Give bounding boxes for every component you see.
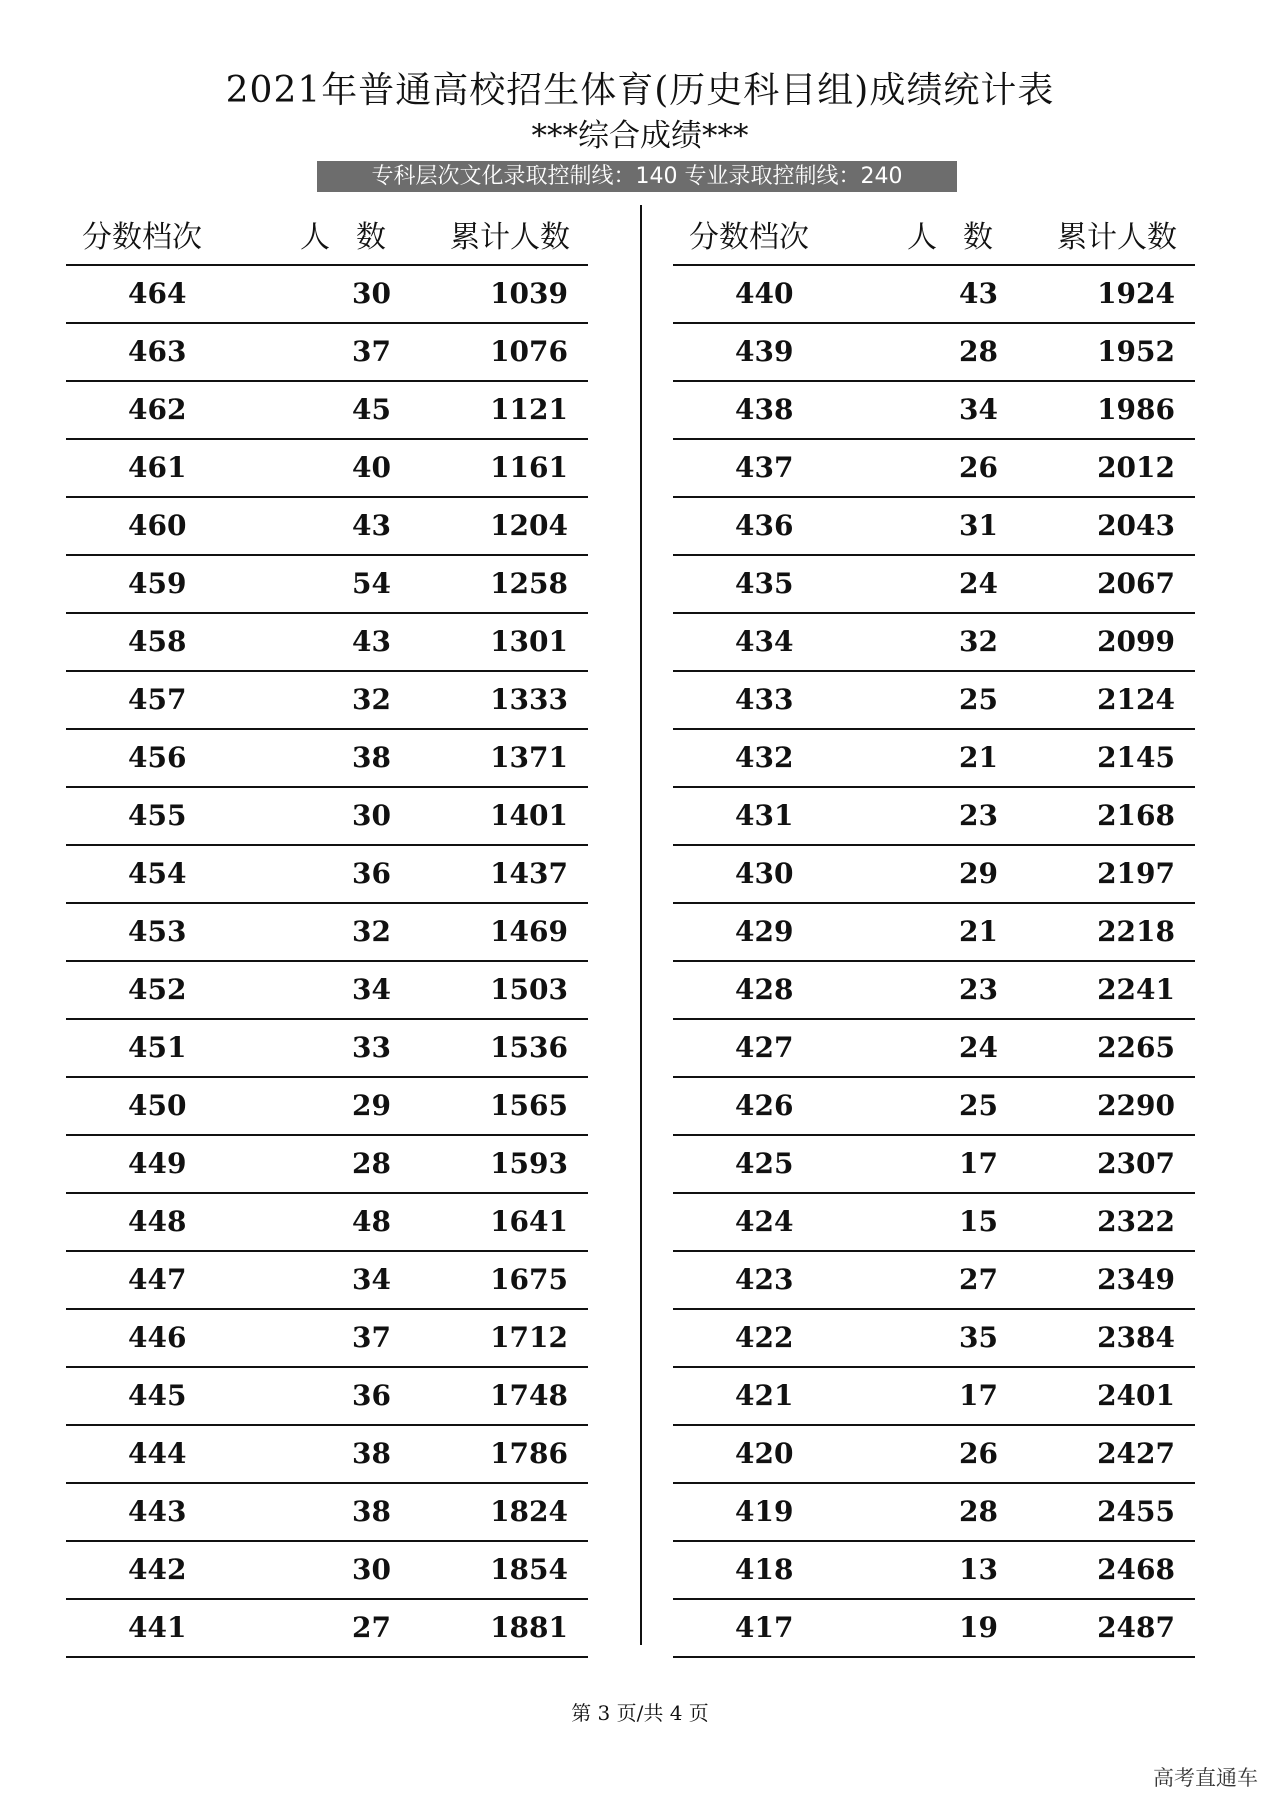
- cell-score: 435: [735, 567, 794, 600]
- cell-count: 34: [959, 393, 998, 426]
- cell-cumulative: 2427: [1097, 1437, 1175, 1470]
- cell-score: 460: [128, 509, 187, 542]
- cell-count: 25: [959, 1089, 998, 1122]
- cell-score: 427: [735, 1031, 794, 1064]
- cell-cumulative: 2307: [1097, 1147, 1175, 1180]
- table-row: [673, 1194, 1195, 1252]
- cell-score: 454: [128, 857, 187, 890]
- cell-count: 27: [352, 1611, 391, 1644]
- cell-cumulative: 1401: [490, 799, 568, 832]
- cell-cumulative: 1121: [490, 393, 568, 426]
- cell-score: 440: [735, 277, 794, 310]
- cell-count: 29: [959, 857, 998, 890]
- cell-count: 29: [352, 1089, 391, 1122]
- cell-score: 422: [735, 1321, 794, 1354]
- table-row: [66, 846, 588, 904]
- page-title: 2021年普通高校招生体育(历史科目组)成绩统计表: [225, 70, 1055, 111]
- cell-score: 444: [128, 1437, 187, 1470]
- header-cumulative: 累计人数: [1057, 220, 1177, 255]
- cell-count: 19: [959, 1611, 998, 1644]
- table-row: [66, 324, 588, 382]
- cell-score: 447: [128, 1263, 187, 1296]
- cell-score: 448: [128, 1205, 187, 1238]
- header-score: 分数档次: [689, 220, 809, 255]
- cell-count: 25: [959, 683, 998, 716]
- table-row: [66, 1426, 588, 1484]
- table-row: [673, 1368, 1195, 1426]
- cell-count: 24: [959, 567, 998, 600]
- cell-score: 421: [735, 1379, 794, 1412]
- table-row: [673, 962, 1195, 1020]
- table-row: [66, 382, 588, 440]
- cell-cumulative: 2043: [1097, 509, 1175, 542]
- cell-count: 23: [959, 799, 998, 832]
- cell-score: 425: [735, 1147, 794, 1180]
- cell-score: 417: [735, 1611, 794, 1644]
- cell-count: 30: [352, 277, 391, 310]
- cell-score: 449: [128, 1147, 187, 1180]
- table-row: [66, 1600, 588, 1658]
- cell-cumulative: 2401: [1097, 1379, 1175, 1412]
- table-row: [673, 614, 1195, 672]
- table-row: [66, 498, 588, 556]
- table-row: [66, 1368, 588, 1426]
- cell-score: 458: [128, 625, 187, 658]
- score-table-right: [673, 212, 1195, 1658]
- cell-cumulative: 1333: [490, 683, 568, 716]
- cell-score: 429: [735, 915, 794, 948]
- cell-count: 27: [959, 1263, 998, 1296]
- table-body: [66, 266, 588, 1658]
- cell-cumulative: 2124: [1097, 683, 1175, 716]
- table-row: [673, 1484, 1195, 1542]
- cell-count: 31: [959, 509, 998, 542]
- cell-cumulative: 1503: [490, 973, 568, 1006]
- cell-count: 36: [352, 1379, 391, 1412]
- cell-cumulative: 1437: [490, 857, 568, 890]
- cell-cumulative: 1371: [490, 741, 568, 774]
- cell-count: 24: [959, 1031, 998, 1064]
- table-row: [66, 788, 588, 846]
- cell-count: 45: [352, 393, 391, 426]
- column-divider: [640, 205, 642, 1645]
- cell-count: 30: [352, 1553, 391, 1586]
- cell-count: 54: [352, 567, 391, 600]
- cell-score: 456: [128, 741, 187, 774]
- table-row: [673, 904, 1195, 962]
- header-count: 人数: [300, 220, 412, 255]
- cell-count: 32: [959, 625, 998, 658]
- cell-score: 453: [128, 915, 187, 948]
- cell-cumulative: 2067: [1097, 567, 1175, 600]
- cell-count: 26: [959, 1437, 998, 1470]
- cell-cumulative: 1641: [490, 1205, 568, 1238]
- cell-score: 446: [128, 1321, 187, 1354]
- cell-score: 437: [735, 451, 794, 484]
- cell-count: 35: [959, 1321, 998, 1354]
- table-header: [66, 212, 588, 266]
- cell-cumulative: 1469: [490, 915, 568, 948]
- table-row: [66, 1078, 588, 1136]
- cell-score: 431: [735, 799, 794, 832]
- cell-cumulative: 2290: [1097, 1089, 1175, 1122]
- table-row: [66, 1542, 588, 1600]
- cell-count: 37: [352, 335, 391, 368]
- cell-score: 459: [128, 567, 187, 600]
- table-row: [66, 1136, 588, 1194]
- cell-count: 34: [352, 1263, 391, 1296]
- brand-label: 高考直通车: [1153, 1766, 1258, 1790]
- header-score: 分数档次: [82, 220, 202, 255]
- table-row: [66, 440, 588, 498]
- cell-cumulative: 2168: [1097, 799, 1175, 832]
- table-row: [66, 904, 588, 962]
- cell-cumulative: 1881: [490, 1611, 568, 1644]
- table-row: [66, 1020, 588, 1078]
- cell-cumulative: 2197: [1097, 857, 1175, 890]
- cell-count: 38: [352, 741, 391, 774]
- cell-score: 432: [735, 741, 794, 774]
- cell-cumulative: 1076: [490, 335, 568, 368]
- page-number: 第 3 页/共 4 页: [571, 1701, 709, 1725]
- cell-cumulative: 2241: [1097, 973, 1175, 1006]
- cell-cumulative: 1204: [490, 509, 568, 542]
- cell-count: 38: [352, 1495, 391, 1528]
- table-row: [66, 1484, 588, 1542]
- cell-cumulative: 1786: [490, 1437, 568, 1470]
- cell-score: 463: [128, 335, 187, 368]
- header-cumulative: 累计人数: [450, 220, 570, 255]
- cell-cumulative: 1258: [490, 567, 568, 600]
- cell-cumulative: 2349: [1097, 1263, 1175, 1296]
- cell-cumulative: 2468: [1097, 1553, 1175, 1586]
- cell-score: 442: [128, 1553, 187, 1586]
- cell-score: 452: [128, 973, 187, 1006]
- table-body: [673, 266, 1195, 1658]
- table-row: [66, 1194, 588, 1252]
- table-row: [66, 1310, 588, 1368]
- cell-cumulative: 2012: [1097, 451, 1175, 484]
- table-row: [673, 382, 1195, 440]
- cell-cumulative: 1952: [1097, 335, 1175, 368]
- cell-cumulative: 1675: [490, 1263, 568, 1296]
- table-row: [673, 1252, 1195, 1310]
- cell-score: 455: [128, 799, 187, 832]
- cell-score: 464: [128, 277, 187, 310]
- table-row: [673, 1136, 1195, 1194]
- table-row: [673, 324, 1195, 382]
- table-row: [673, 672, 1195, 730]
- cell-score: 451: [128, 1031, 187, 1064]
- cell-score: 423: [735, 1263, 794, 1296]
- cell-count: 40: [352, 451, 391, 484]
- table-row: [673, 498, 1195, 556]
- cell-cumulative: 2218: [1097, 915, 1175, 948]
- cell-count: 43: [352, 509, 391, 542]
- cell-cumulative: 2099: [1097, 625, 1175, 658]
- cell-cumulative: 1301: [490, 625, 568, 658]
- cell-count: 36: [352, 857, 391, 890]
- cell-count: 48: [352, 1205, 391, 1238]
- cell-cumulative: 1986: [1097, 393, 1175, 426]
- cell-count: 13: [959, 1553, 998, 1586]
- cell-cumulative: 1748: [490, 1379, 568, 1412]
- cell-score: 420: [735, 1437, 794, 1470]
- table-row: [66, 556, 588, 614]
- cell-cumulative: 1565: [490, 1089, 568, 1122]
- cell-cumulative: 1854: [490, 1553, 568, 1586]
- table-row: [673, 788, 1195, 846]
- cell-score: 457: [128, 683, 187, 716]
- table-row: [673, 1600, 1195, 1658]
- cell-cumulative: 1593: [490, 1147, 568, 1180]
- table-row: [673, 846, 1195, 904]
- cell-score: 424: [735, 1205, 794, 1238]
- cell-score: 419: [735, 1495, 794, 1528]
- table-row: [673, 1426, 1195, 1484]
- cell-score: 433: [735, 683, 794, 716]
- cell-score: 418: [735, 1553, 794, 1586]
- cell-count: 21: [959, 915, 998, 948]
- cell-cumulative: 1824: [490, 1495, 568, 1528]
- cell-count: 28: [959, 335, 998, 368]
- header-count: 人数: [907, 220, 1019, 255]
- table-row: [673, 440, 1195, 498]
- cell-score: 430: [735, 857, 794, 890]
- cell-cumulative: 1161: [490, 451, 568, 484]
- cell-count: 33: [352, 1031, 391, 1064]
- cell-score: 438: [735, 393, 794, 426]
- table-row: [66, 962, 588, 1020]
- table-row: [66, 672, 588, 730]
- table-row: [673, 1020, 1195, 1078]
- cell-cumulative: 1712: [490, 1321, 568, 1354]
- cell-count: 15: [959, 1205, 998, 1238]
- cell-score: 428: [735, 973, 794, 1006]
- table-row: [66, 1252, 588, 1310]
- cell-score: 445: [128, 1379, 187, 1412]
- cell-score: 441: [128, 1611, 187, 1644]
- table-row: [66, 730, 588, 788]
- cell-count: 28: [959, 1495, 998, 1528]
- cell-count: 38: [352, 1437, 391, 1470]
- score-table-left: [66, 212, 588, 1658]
- cell-count: 21: [959, 741, 998, 774]
- table-header: [673, 212, 1195, 266]
- table-row: [673, 1542, 1195, 1600]
- cell-score: 443: [128, 1495, 187, 1528]
- table-row: [66, 266, 588, 324]
- cell-score: 434: [735, 625, 794, 658]
- cell-score: 461: [128, 451, 187, 484]
- table-row: [673, 1310, 1195, 1368]
- cell-count: 43: [959, 277, 998, 310]
- cell-cumulative: 1536: [490, 1031, 568, 1064]
- cell-cumulative: 2384: [1097, 1321, 1175, 1354]
- cell-count: 32: [352, 683, 391, 716]
- cell-count: 30: [352, 799, 391, 832]
- cell-count: 17: [959, 1147, 998, 1180]
- cell-cumulative: 2487: [1097, 1611, 1175, 1644]
- table-row: [673, 556, 1195, 614]
- cell-count: 28: [352, 1147, 391, 1180]
- table-row: [66, 614, 588, 672]
- table-row: [673, 730, 1195, 788]
- cell-cumulative: 2265: [1097, 1031, 1175, 1064]
- cell-cumulative: 1039: [490, 277, 568, 310]
- cell-count: 43: [352, 625, 391, 658]
- cell-score: 436: [735, 509, 794, 542]
- cell-count: 34: [352, 973, 391, 1006]
- cell-score: 426: [735, 1089, 794, 1122]
- cell-count: 37: [352, 1321, 391, 1354]
- cell-score: 450: [128, 1089, 187, 1122]
- page-subtitle: ***综合成绩***: [531, 118, 749, 154]
- control-line-banner: 专科层次文化录取控制线：140 专业录取控制线：240: [317, 161, 957, 192]
- table-row: [673, 266, 1195, 324]
- cell-count: 32: [352, 915, 391, 948]
- cell-score: 439: [735, 335, 794, 368]
- cell-count: 26: [959, 451, 998, 484]
- cell-count: 17: [959, 1379, 998, 1412]
- cell-cumulative: 2322: [1097, 1205, 1175, 1238]
- cell-cumulative: 2145: [1097, 741, 1175, 774]
- cell-count: 23: [959, 973, 998, 1006]
- cell-score: 462: [128, 393, 187, 426]
- cell-cumulative: 2455: [1097, 1495, 1175, 1528]
- cell-cumulative: 1924: [1097, 277, 1175, 310]
- table-row: [673, 1078, 1195, 1136]
